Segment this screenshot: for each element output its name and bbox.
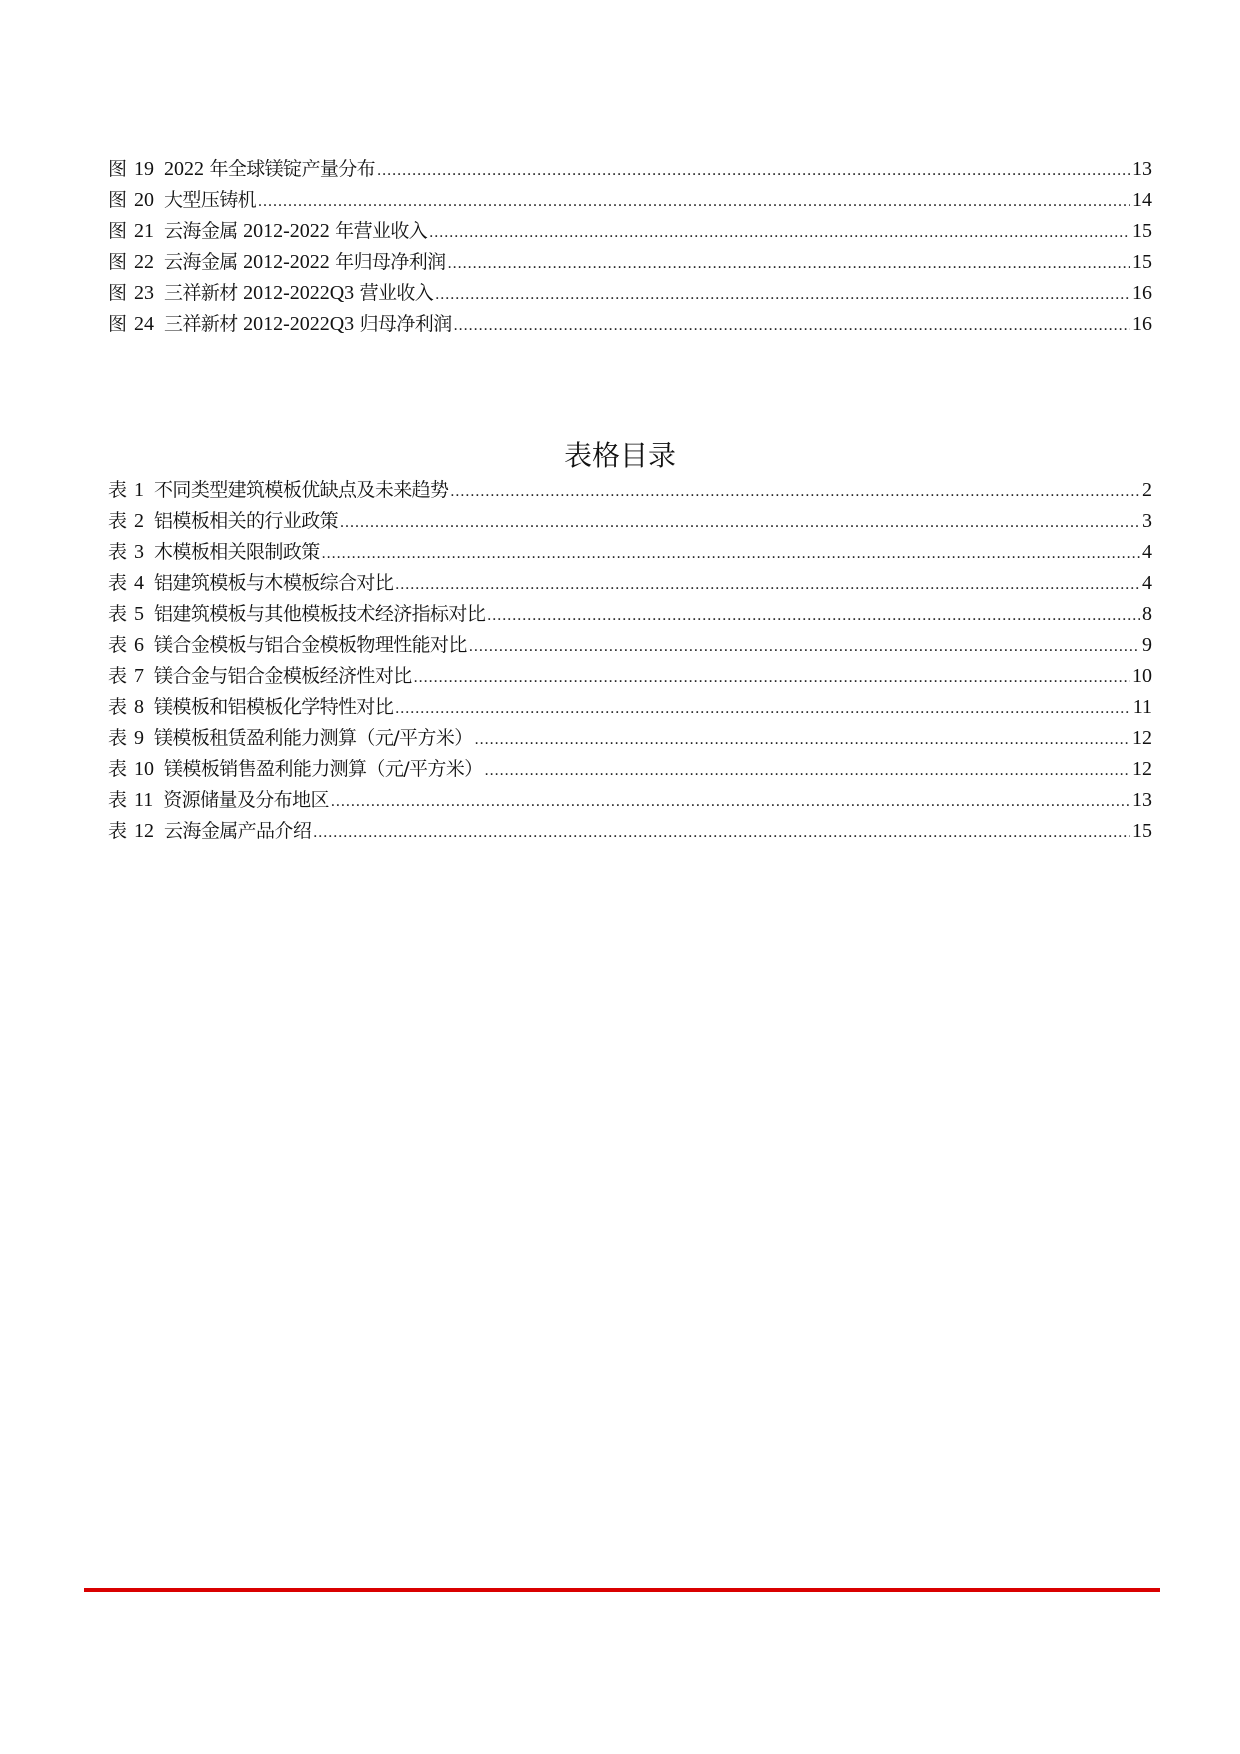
entry-title: 资源储量及分布地区 [163, 789, 329, 811]
dot-leader [429, 217, 1130, 248]
dot-leader [487, 600, 1140, 631]
entry-title-part: 2012-2022 [243, 251, 330, 273]
entry-prefix: 表 [108, 696, 128, 718]
table-entry[interactable] [108, 816, 1152, 847]
entry-prefix: 表 [108, 634, 128, 656]
entry-title: 木模板相关限制政策 [154, 541, 320, 563]
entry-prefix: 图 [108, 282, 128, 304]
entry-title-part: 2022 [164, 158, 205, 180]
dot-leader [454, 310, 1130, 341]
entry-page-number: 10 [1132, 665, 1152, 687]
entry-number: 21 [134, 220, 155, 242]
entry-number: 9 [134, 727, 145, 749]
entry-page-number: 15 [1132, 820, 1152, 842]
entry-prefix: 图 [108, 158, 128, 180]
entry-number: 8 [134, 696, 145, 718]
entry-number: 6 [134, 634, 145, 656]
entry-title: 云海金属产品介绍 [164, 820, 312, 842]
entry-title-part: 三祥新材 [164, 313, 244, 335]
dot-leader [331, 786, 1130, 817]
dot-leader [414, 662, 1130, 693]
entry-title-part: 云海金属 [164, 220, 244, 242]
entry-title-part: 营业收入 [354, 282, 434, 304]
table-index-list [108, 475, 1152, 847]
entry-page-number: 11 [1132, 696, 1152, 718]
entry-title: 铝建筑模板与其他模板技术经济指标对比 [154, 603, 486, 625]
dot-leader [485, 755, 1130, 786]
entry-page-number: 15 [1132, 220, 1152, 242]
entry-number: 3 [134, 541, 145, 563]
entry-prefix: 表 [108, 758, 128, 780]
entry-page-number: 12 [1132, 758, 1152, 780]
dot-leader [450, 476, 1140, 507]
figure-index-list [108, 154, 1152, 340]
entry-prefix: 表 [108, 572, 128, 594]
entry-title-part: 大型压铸机 [164, 189, 257, 211]
entry-prefix: 表 [108, 727, 128, 749]
entry-page-number: 8 [1142, 603, 1152, 625]
entry-prefix: 表 [108, 789, 128, 811]
entry-page-number: 3 [1142, 510, 1152, 532]
entry-title-part: 三祥新材 [164, 282, 244, 304]
entry-page-number: 13 [1132, 789, 1152, 811]
entry-title [164, 247, 446, 278]
entry-title: 镁模板销售盈利能力测算（元/平方米） [164, 758, 483, 780]
dot-leader [377, 155, 1130, 186]
table-entry[interactable] [108, 661, 1152, 692]
entry-page-number: 12 [1132, 727, 1152, 749]
figure-entry[interactable] [108, 247, 1152, 278]
entry-number: 5 [134, 603, 145, 625]
entry-number: 23 [134, 282, 155, 304]
entry-number: 12 [134, 820, 155, 842]
entry-number: 24 [134, 313, 155, 335]
entry-title: 铝模板相关的行业政策 [154, 510, 339, 532]
entry-number: 11 [134, 789, 154, 811]
entry-title [164, 154, 375, 185]
table-entry[interactable] [108, 475, 1152, 506]
table-entry[interactable] [108, 785, 1152, 816]
footer-rule [84, 1588, 1160, 1592]
entry-title [164, 185, 256, 216]
table-entry[interactable] [108, 568, 1152, 599]
entry-title: 镁合金与铝合金模板经济性对比 [154, 665, 412, 687]
dot-leader [448, 248, 1130, 279]
entry-prefix: 图 [108, 313, 128, 335]
entry-prefix: 表 [108, 541, 128, 563]
entry-page-number: 2 [1142, 479, 1152, 501]
entry-title-part: 云海金属 [164, 251, 244, 273]
table-entry[interactable] [108, 723, 1152, 754]
dot-leader [258, 186, 1130, 217]
entry-number: 7 [134, 665, 145, 687]
entry-title [164, 309, 452, 340]
table-entry[interactable] [108, 630, 1152, 661]
entry-prefix: 表 [108, 665, 128, 687]
entry-prefix: 表 [108, 479, 128, 501]
entry-prefix: 图 [108, 251, 128, 273]
entry-title: 不同类型建筑模板优缺点及未来趋势 [154, 479, 449, 501]
entry-number: 1 [134, 479, 145, 501]
dot-leader [395, 693, 1131, 724]
figure-entry[interactable] [108, 154, 1152, 185]
dot-leader [395, 569, 1140, 600]
entry-title: 镁模板和铝模板化学特性对比 [154, 696, 394, 718]
entry-title: 镁模板租赁盈利能力测算（元/平方米） [154, 727, 473, 749]
entry-number: 4 [134, 572, 145, 594]
entry-number: 10 [134, 758, 155, 780]
entry-number: 22 [134, 251, 155, 273]
entry-number: 20 [134, 189, 155, 211]
table-entry[interactable] [108, 754, 1152, 785]
entry-title-part: 年归母净利润 [329, 251, 446, 273]
figure-entry[interactable] [108, 278, 1152, 309]
entry-page-number: 14 [1132, 189, 1152, 211]
entry-page-number: 4 [1142, 572, 1152, 594]
entry-title-part: 2012-2022Q3 [243, 282, 355, 304]
entry-title-part: 归母净利润 [354, 313, 452, 335]
entry-title-part: 2012-2022Q3 [243, 313, 355, 335]
figure-entry[interactable] [108, 309, 1152, 340]
dot-leader [469, 631, 1140, 662]
entry-number: 2 [134, 510, 145, 532]
entry-page-number: 15 [1132, 251, 1152, 273]
entry-prefix: 表 [108, 820, 128, 842]
dot-leader [435, 279, 1130, 310]
table-entry[interactable] [108, 599, 1152, 630]
figure-entry[interactable] [108, 185, 1152, 216]
table-entry[interactable] [108, 537, 1152, 568]
dot-leader [322, 538, 1140, 569]
entry-title: 铝建筑模板与木模板综合对比 [154, 572, 394, 594]
table-entry[interactable] [108, 506, 1152, 537]
dot-leader [340, 507, 1140, 538]
entry-title-part: 年全球镁锭产量分布 [204, 158, 376, 180]
dot-leader [475, 724, 1130, 755]
entry-title: 镁合金模板与铝合金模板物理性能对比 [154, 634, 467, 656]
entry-title [164, 278, 433, 309]
entry-title-part: 年营业收入 [329, 220, 428, 242]
dot-leader [313, 817, 1130, 848]
entry-page-number: 16 [1132, 282, 1152, 304]
entry-prefix: 表 [108, 603, 128, 625]
table-entry[interactable] [108, 692, 1152, 723]
figure-entry[interactable] [108, 216, 1152, 247]
entry-page-number: 13 [1132, 158, 1152, 180]
entry-prefix: 表 [108, 510, 128, 532]
entry-title [164, 216, 427, 247]
table-index-heading: 表格目录 [563, 439, 676, 472]
entry-page-number: 9 [1142, 634, 1152, 656]
entry-title-part: 2012-2022 [243, 220, 330, 242]
entry-page-number: 16 [1132, 313, 1152, 335]
entry-page-number: 4 [1142, 541, 1152, 563]
entry-prefix: 图 [108, 189, 128, 211]
entry-prefix: 图 [108, 220, 128, 242]
entry-number: 19 [134, 158, 155, 180]
